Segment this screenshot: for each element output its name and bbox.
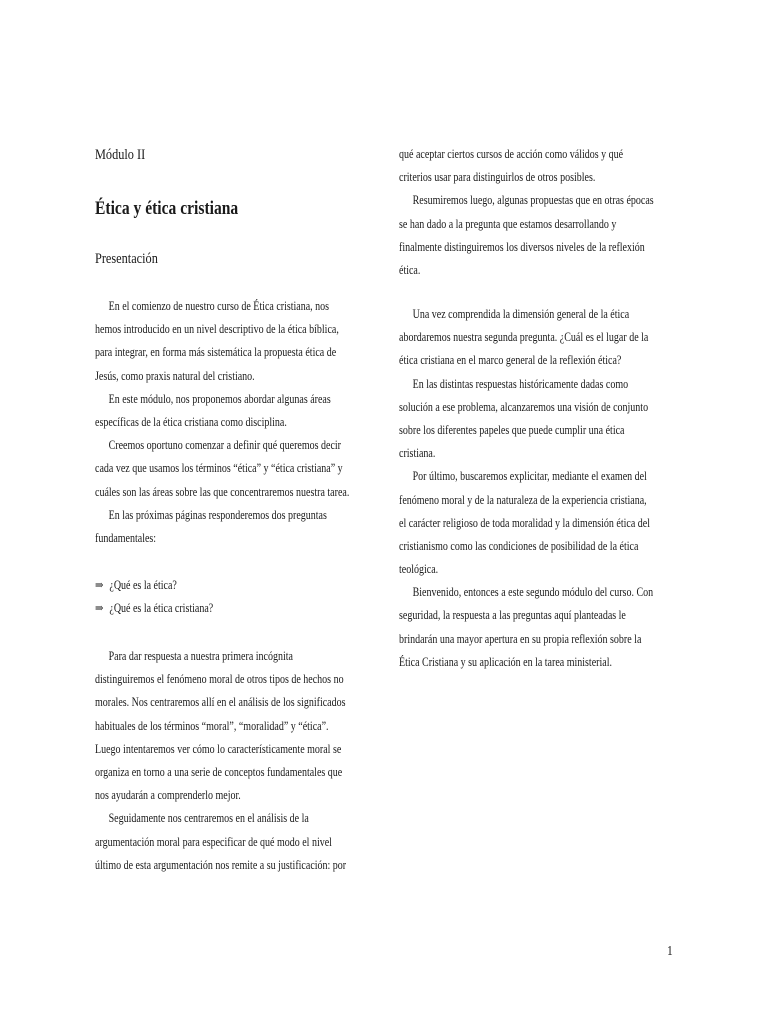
text-line: brindarán una mayor apertura en su propia reflexión sobre la [399,631,642,646]
text-line: hemos introducido en un nivel descriptivo de la ética bíblica, [95,322,339,337]
text-line: cuáles son las áreas sobre las que concentraremos nuestra tarea. [95,484,350,499]
text-line: qué aceptar ciertos cursos de acción como válidos y qué [399,147,624,161]
text-line: teológica. [399,562,439,577]
text-line: argumentación moral para especificar de qué modo el nivel [95,834,332,849]
text-line: finalmente distinguiremos los diversos niveles de la reflexión [399,239,645,254]
text-line: Resumiremos luego, algunas propuestas que en otras épocas [412,193,654,208]
text-line: Por último, buscaremos explicitar, mediante el examen del [412,469,647,484]
text-line: cristiana. [399,446,436,461]
text-line: para integrar, en forma más sistemática la propuesta ética de [95,345,337,360]
page-title: Ética y ética cristiana [95,198,239,219]
text-line: criterios usar para distinguirlos de otros posibles. [399,170,596,185]
arrow-icon: ⇒ [95,601,104,616]
text-line: se han dado a la pregunta que estamos desarrollando y [399,216,617,231]
text-line: Seguidamente nos centraremos en el análisis de la [108,811,309,826]
text-line: seguridad, la respuesta a las preguntas aquí planteadas le [399,608,626,623]
section-heading: Presentación [95,251,158,267]
module-label: Módulo II [95,147,146,163]
text-line: Jesús, como praxis natural del cristiano. [95,368,255,383]
text-line: En las próximas páginas responderemos dos preguntas [108,507,327,522]
question-list [95,574,243,620]
text-line: ética. [399,262,421,277]
text-line: cristianismo como las condiciones de posibilidad de la ética [399,538,639,553]
text-line: solución a ese problema, alcanzaremos una visión de conjunto [399,399,649,414]
question-text: ¿Qué es la ética cristiana? [109,601,214,616]
text-line: cada vez que usamos los términos “ética” y “ética cristiana” y [95,461,343,476]
text-line: abordaremos nuestra segunda pregunta. ¿Cuál es el lugar de la [399,330,649,345]
question-text: ¿Qué es la ética? [109,578,177,592]
text-line: Una vez comprendida la dimensión general de la ética [412,307,630,321]
text-line: distinguiremos el fenómeno moral de otros tipos de hechos no [95,672,344,687]
text-line: En las distintas respuestas históricamente dadas como [412,376,629,391]
text-line: sobre los diferentes papeles que puede cumplir una ética [399,422,625,437]
arrow-icon: ⇒ [95,578,104,592]
continued-paragraphs [399,143,717,282]
intro-paragraphs [95,295,413,550]
question-item [95,597,213,620]
text-line: específicas de la ética cristiana como disciplina. [95,414,287,429]
text-line: habituales de los términos “moral”, “moralidad” y “ética”. [95,718,329,733]
page-number: 1 [667,944,673,959]
text-line: Luego intentaremos ver cómo lo característicamente moral se [95,741,342,756]
text-line: último de esta argumentación nos remite a su justificación: por [95,857,347,872]
text-line: En este módulo, nos proponemos abordar algunas áreas [108,391,331,406]
text-line: En el comienzo de nuestro curso de Ética cristiana, nos [108,299,330,313]
text-line: morales. Nos centraremos allí en el análisis de los significados [95,695,346,710]
text-line: Para dar respuesta a nuestra primera incógnita [108,649,293,663]
text-line: fundamentales: [95,530,157,545]
body-paragraphs [95,645,409,877]
text-line: Creemos oportuno comenzar a definir qué queremos decir [108,438,342,453]
question-item [95,574,213,597]
text-line: el carácter religioso de toda moralidad y la dimensión ética del [399,515,651,530]
second-question-paragraphs [399,303,717,674]
text-line: ética cristiana en el marco general de la reflexión ética? [399,353,622,368]
text-line: Bienvenido, entonces a este segundo módulo del curso. Con [412,585,654,600]
text-line: organiza en torno a una serie de conceptos fundamentales que [95,764,343,779]
text-line: fenómeno moral y de la naturaleza de la experiencia cristiana, [399,492,647,507]
text-line: Ética Cristiana y su aplicación en la tarea ministerial. [399,654,612,669]
text-line: nos ayudarán a comprenderlo mejor. [95,788,241,803]
